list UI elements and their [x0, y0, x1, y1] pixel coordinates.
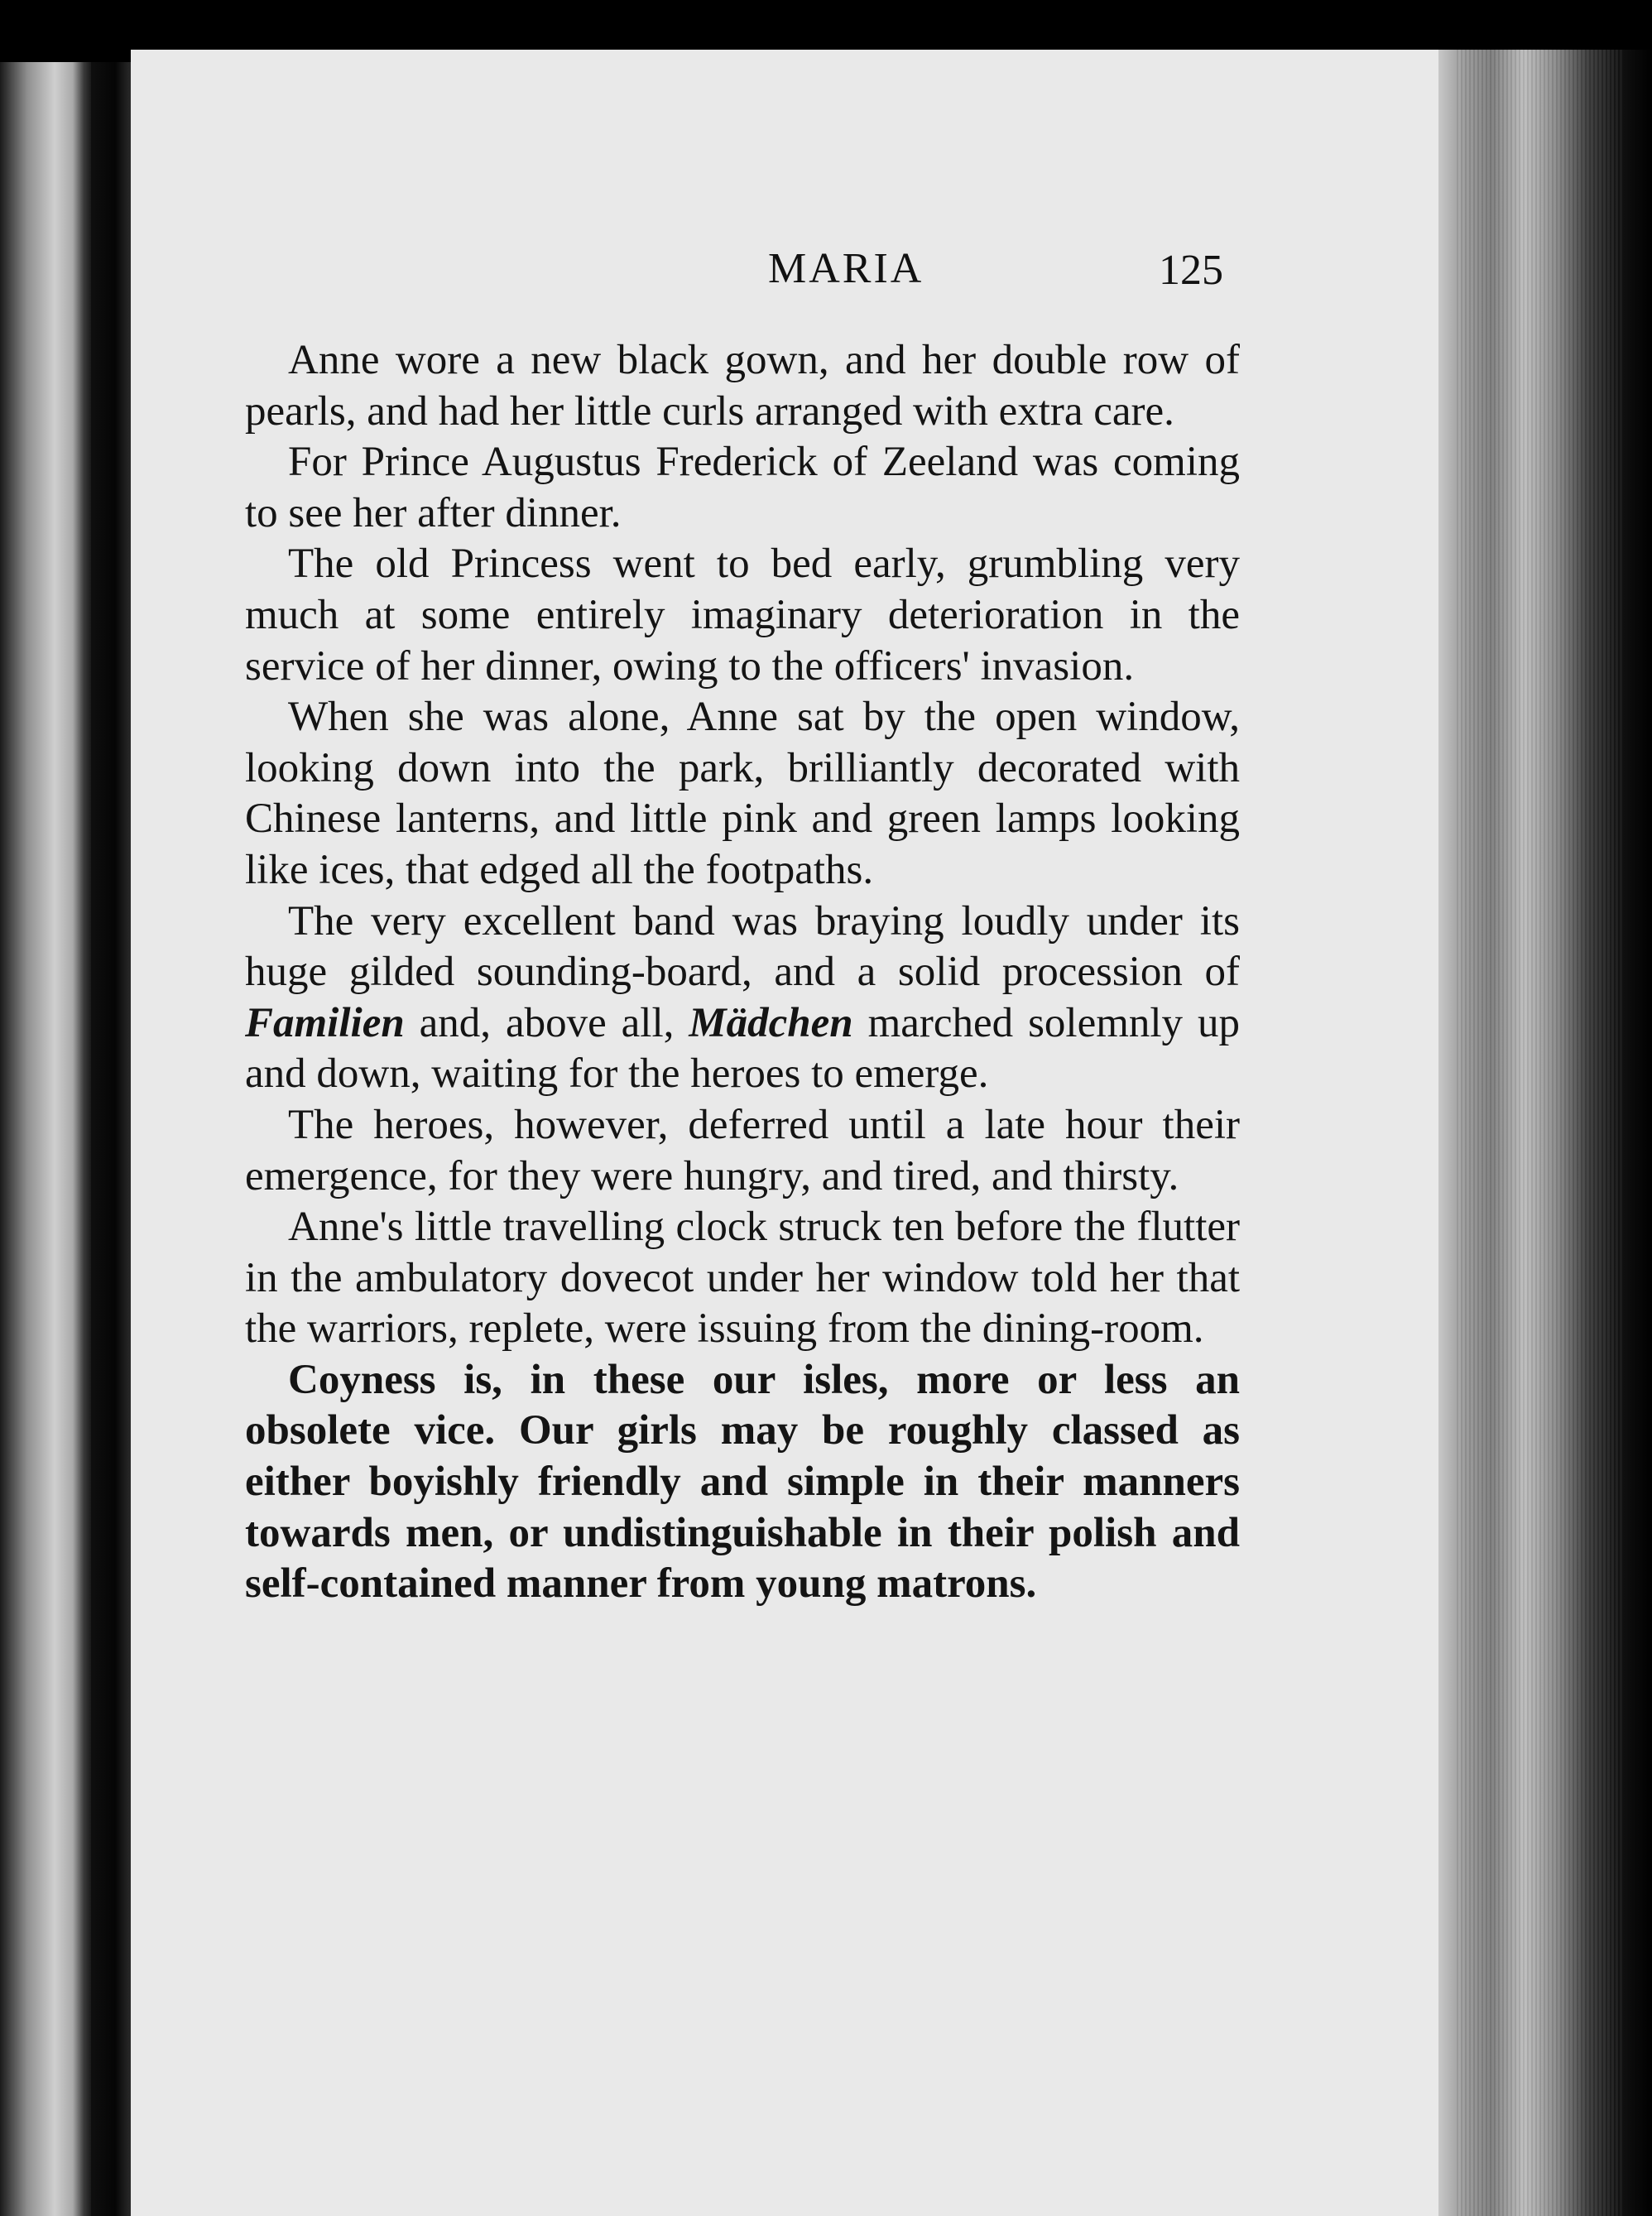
page-header	[132, 244, 1440, 302]
right-edge-texture	[1457, 50, 1622, 2216]
paragraph-text: and, above all,	[404, 999, 689, 1046]
body-text	[245, 335, 1240, 1610]
paragraph: When she was alone, Anne sat by the open window, looking down into the park, brilliantly decorated with Chinese lanterns, and little pink and green lamps looking like ices, that edged all the footpaths.	[245, 694, 1240, 893]
paragraph: Coyness is, in these our isles, more or less an obsolete vice. Our girls may be roughly classed as either boyishly friendly and simple in their manners towards men, or undistinguishable in their polish and self-contained manner from young matrons.	[245, 1356, 1240, 1608]
paragraph-text: marched solemnly up and down, waiting for the heroes to emerge.	[245, 999, 1240, 1098]
paragraph: Anne wore a new black gown, and her double row of pearls, and had her little curls arranged with extra care.	[245, 337, 1240, 435]
paragraph: For Prince Augustus Frederick of Zeeland was coming to see her after dinner.	[245, 439, 1240, 536]
book-spine-shadow	[91, 62, 131, 2216]
paragraph	[245, 896, 1240, 1100]
paragraph-text: The very excellent band was braying loudly under its huge gilded sounding-board, and a solid procession of	[245, 897, 1240, 996]
paragraph: The heroes, however, deferred until a late hour their emergence, for they were hungry, and tired, and thirsty.	[245, 1101, 1240, 1199]
left-page-edge	[0, 62, 91, 2216]
paragraph: The old Princess went to bed early, grumbling very much at some entirely imaginary deterioration in the service of her dinner, owing to the officers' invasion.	[245, 541, 1240, 690]
italic-word-familien: Familien	[245, 999, 405, 1046]
running-title: MARIA	[768, 245, 924, 292]
paragraph: Anne's little travelling clock struck ten before the flutter in the ambulatory dovecot under her window told her that the warriors, replete, were issuing from the dining-room.	[245, 1204, 1240, 1353]
page-number: 125	[1159, 247, 1223, 294]
italic-word-madchen: Mädchen	[689, 999, 853, 1046]
